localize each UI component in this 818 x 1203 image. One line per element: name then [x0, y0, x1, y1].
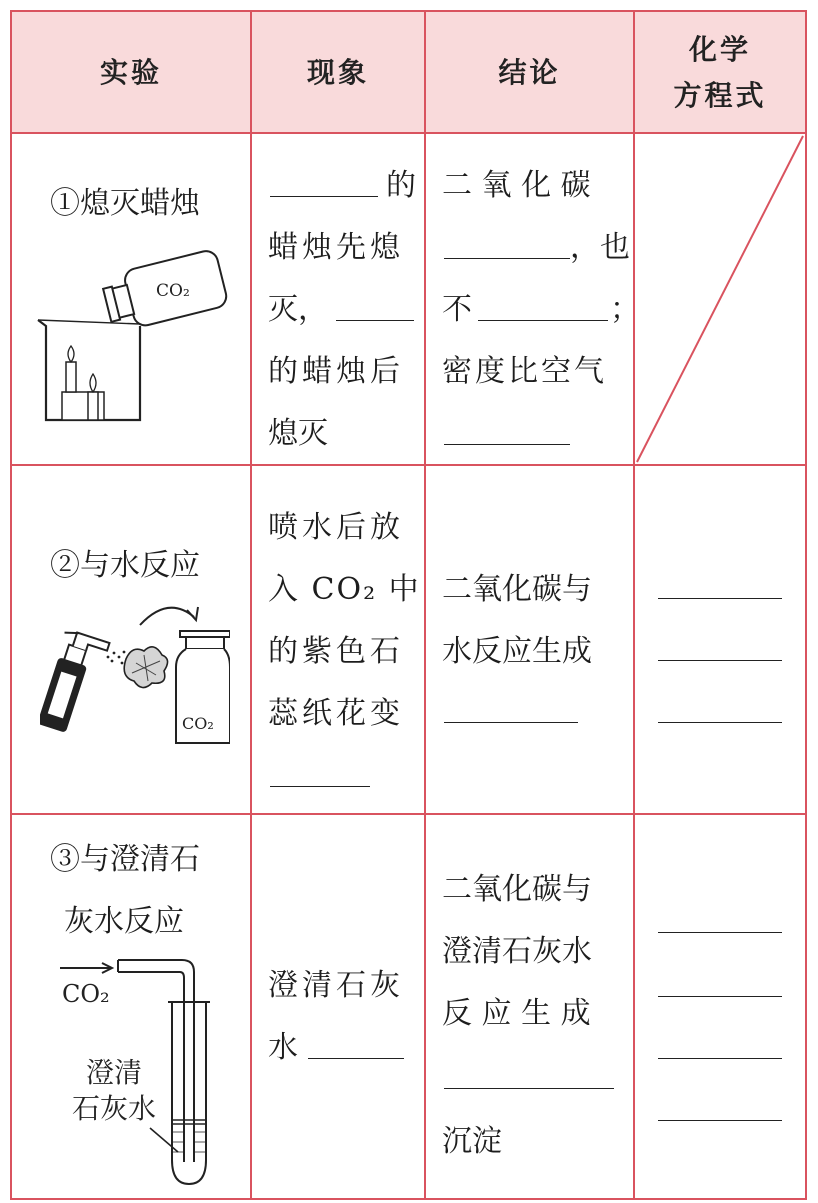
diagonal-strike: [635, 134, 805, 464]
row2-phenomenon-line3: 的紫色石: [268, 634, 404, 669]
row1-conclusion-line3: 不: [442, 292, 472, 327]
limewater-label-line2: 石灰水: [72, 1092, 157, 1125]
row2-conclusion-line1: 二氧化碳与: [442, 572, 592, 607]
limewater-test-tube-diagram: [56, 952, 236, 1192]
row2-phenomenon-line1: 喷水后放: [268, 510, 404, 545]
short-candle-icon: [88, 392, 98, 420]
row3-phenomenon-line2: 水: [268, 1030, 298, 1065]
row1-phenomenon-line4: 的蜡烛后: [268, 354, 404, 389]
row3-experiment-title-line2: 灰水反应: [64, 904, 184, 939]
equation-blank-line: [658, 996, 782, 997]
row-divider: [12, 813, 805, 815]
row3-experiment-title-line1: ③与澄清石: [50, 842, 200, 877]
blank-line: [336, 320, 414, 321]
row1-conclusion-line1: 二 氧 化 碳: [442, 168, 591, 203]
header-equation-line2: 方程式: [673, 78, 767, 112]
column-divider: [424, 12, 426, 1198]
row1-conclusion-semicolon: ；: [610, 292, 640, 327]
row2-conclusion-line2: 水反应生成: [442, 634, 592, 669]
header-equation: [635, 12, 805, 133]
row3-conclusion-line3: 反 应 生 成: [442, 996, 591, 1031]
tall-candle-icon: [66, 362, 76, 392]
spray-bottle-icon: [40, 629, 110, 737]
equation-blank-line: [658, 722, 782, 723]
equation-blank-line: [658, 932, 782, 933]
row1-phenomenon-line1: 的: [386, 168, 416, 203]
co2-bottle-label: CO₂: [156, 281, 190, 301]
limewater-label-line1: 澄清: [86, 1056, 143, 1089]
header-equation-line1: 化学: [688, 32, 751, 66]
column-divider: [250, 12, 252, 1198]
row-divider: [12, 464, 805, 466]
gas-jar-label: CO₂: [182, 714, 214, 733]
row2-phenomenon-line4: 蕊纸花变: [268, 696, 404, 731]
blank-line: [270, 196, 378, 197]
equation-blank-line: [658, 1120, 782, 1121]
blank-line: [444, 444, 570, 445]
row2-phenomenon-line2: 入 CO₂ 中: [268, 572, 421, 607]
spray-bottle-diagram: [40, 597, 230, 747]
blank-line: [444, 1088, 614, 1089]
equation-blank-line: [658, 660, 782, 661]
candle-beaker-diagram: [32, 242, 232, 427]
header-phenomenon: 现象: [306, 55, 369, 89]
row1-phenomenon-line2: 蜡烛先熄: [268, 230, 404, 265]
co2-inlet-label: CO₂: [62, 980, 110, 1008]
blank-line: [444, 722, 578, 723]
row1-phenomenon-line3: 灭，: [268, 292, 328, 327]
equation-blank-line: [658, 1058, 782, 1059]
paper-flower-icon: [124, 647, 167, 688]
header-experiment: 实验: [99, 55, 162, 89]
row3-conclusion-line2: 澄清石灰水: [442, 934, 592, 969]
row1-experiment-title: ①熄灭蜡烛: [50, 186, 200, 221]
flame-icon: [90, 374, 96, 392]
row1-phenomenon-line5: 熄灭: [268, 416, 328, 451]
blank-line: [444, 258, 570, 259]
flame-icon: [68, 346, 74, 362]
curved-arrow-icon: [140, 608, 194, 625]
blank-line: [478, 320, 608, 321]
row3-conclusion-line4: 沉淀: [442, 1124, 502, 1159]
row2-experiment-title: ②与水反应: [50, 548, 200, 583]
equation-blank-line: [658, 598, 782, 599]
row1-conclusion-line2: ，也: [570, 230, 630, 265]
header-conclusion: 结论: [498, 55, 561, 89]
row3-phenomenon-line1: 澄清石灰: [268, 968, 404, 1003]
blank-line: [270, 786, 370, 787]
test-tube-icon: [172, 1002, 206, 1184]
experiment-table: [10, 10, 807, 1200]
row1-conclusion-line4: 密度比空气: [442, 354, 607, 389]
row3-conclusion-line1: 二氧化碳与: [442, 872, 592, 907]
blank-line: [308, 1058, 404, 1059]
